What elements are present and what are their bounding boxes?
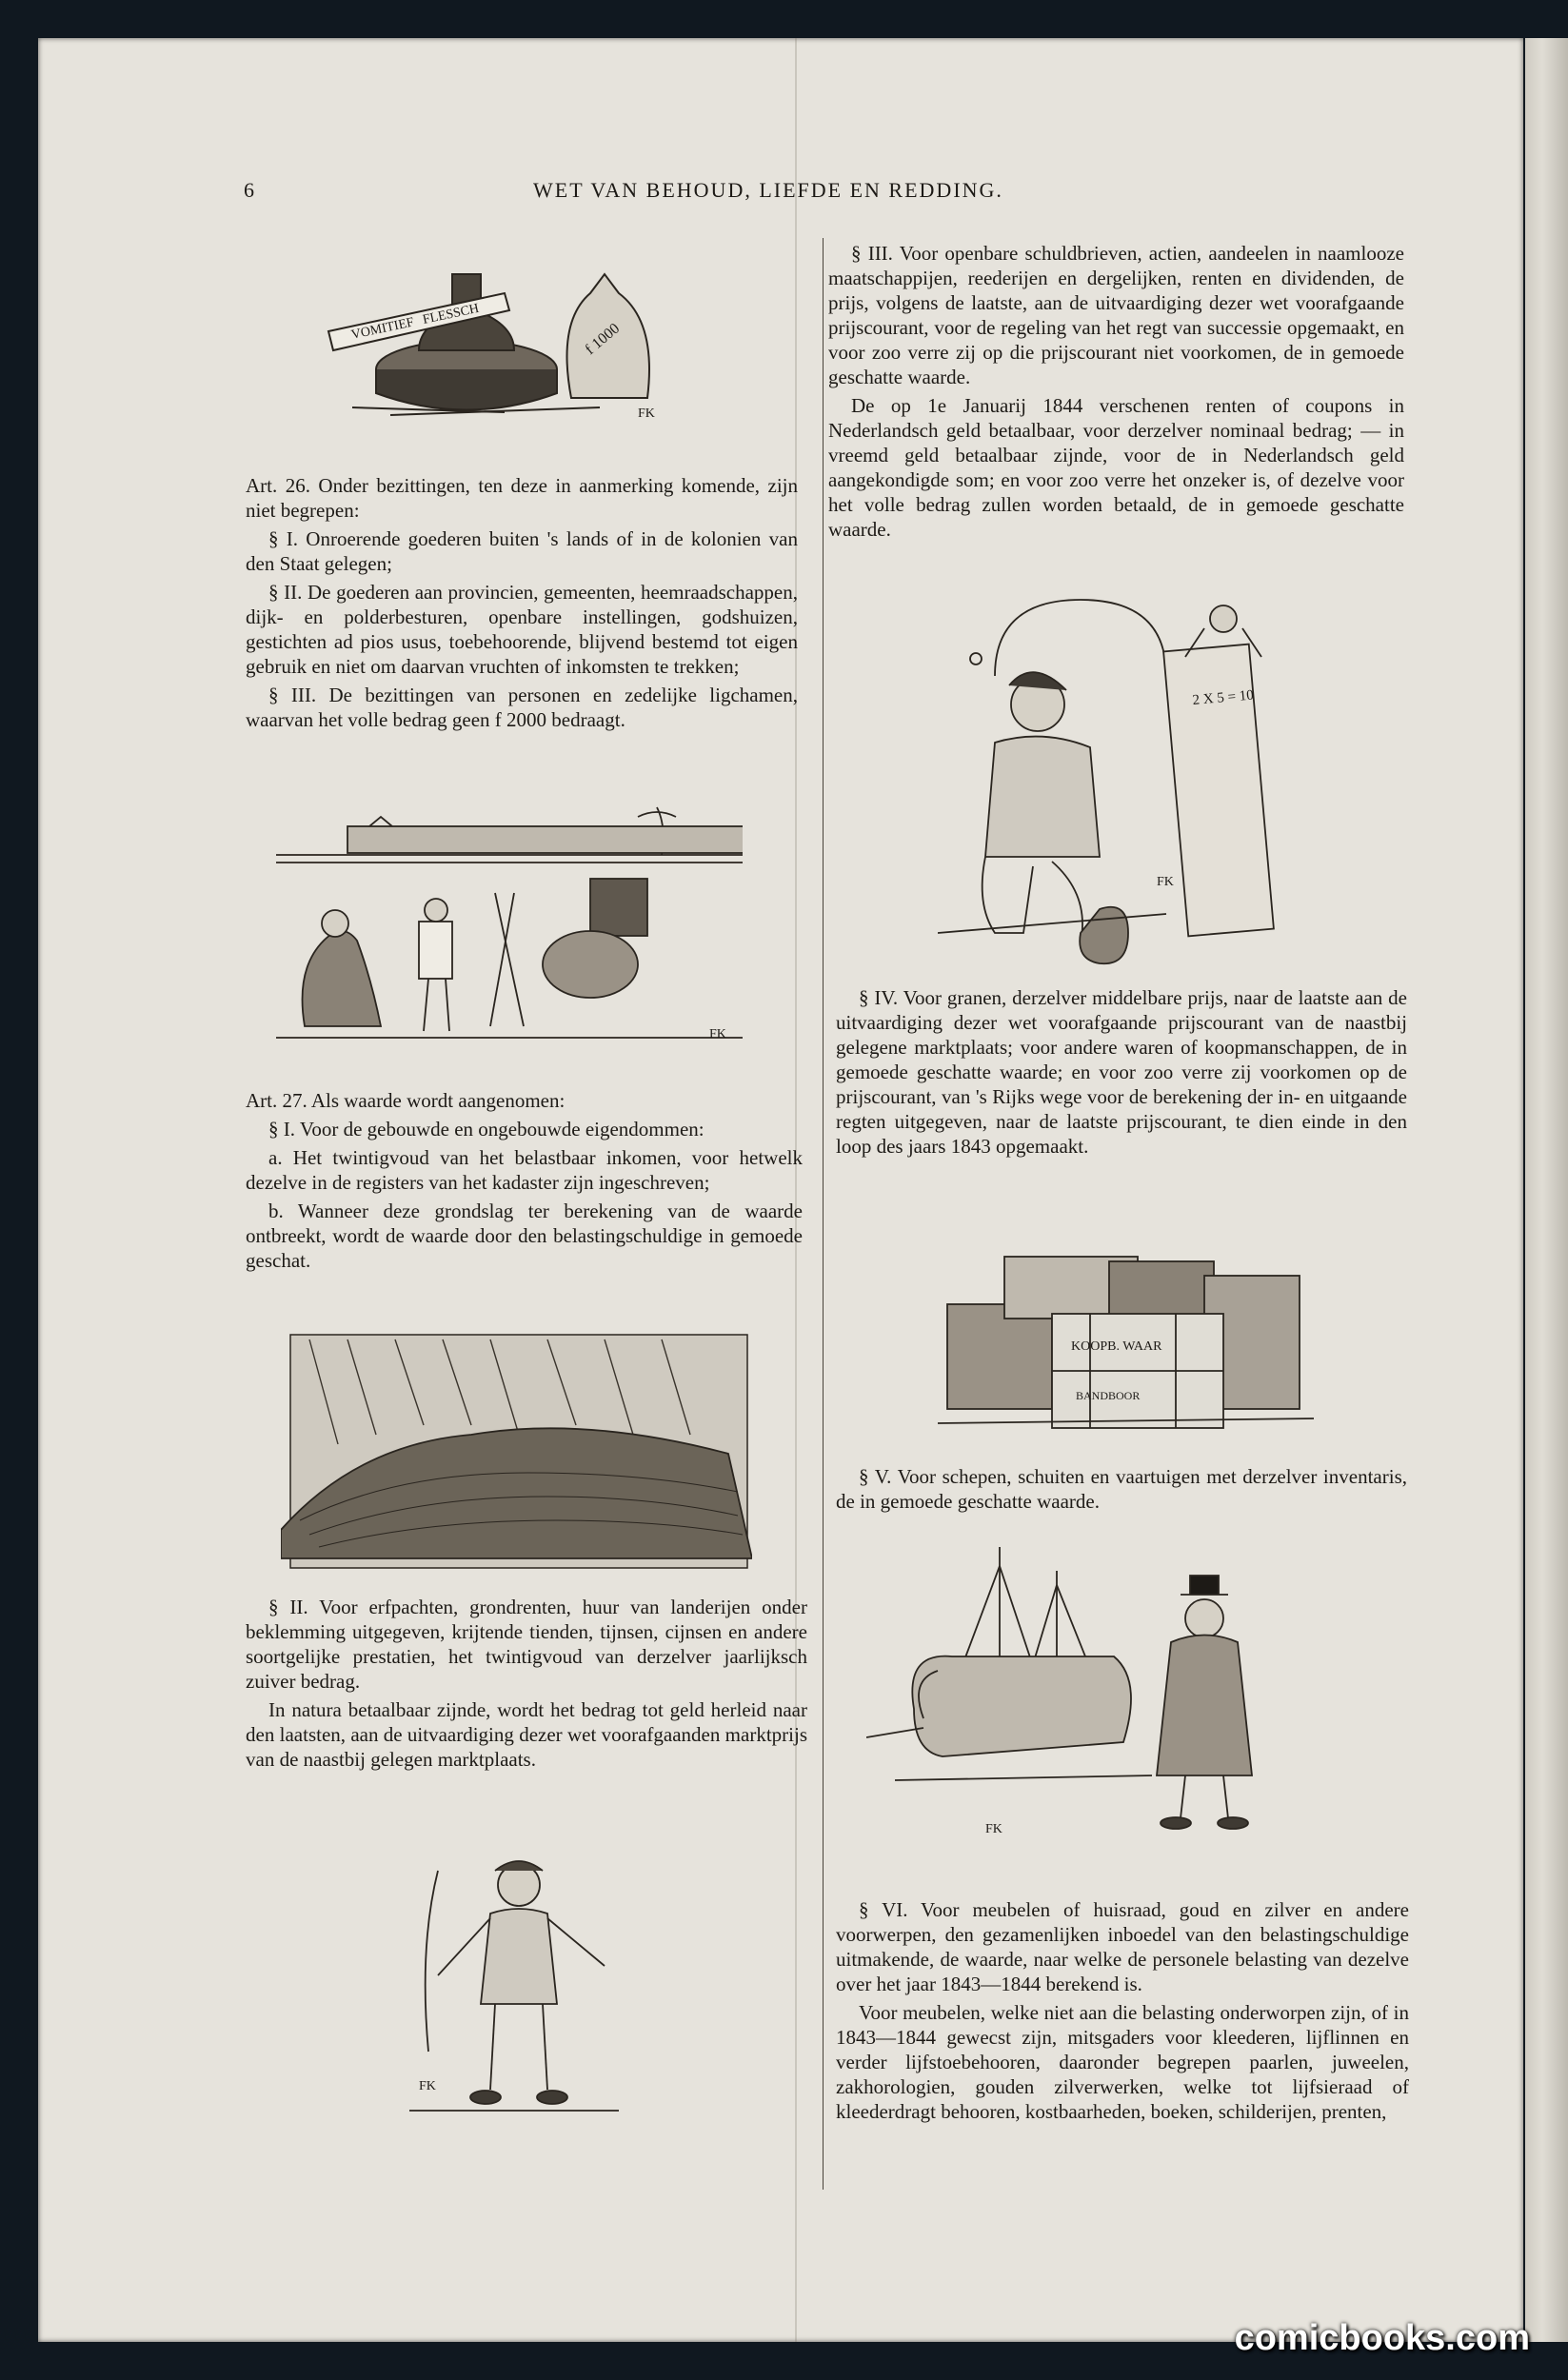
art26-section-3: § III. De bezittingen van personen en zedelijke ligchamen, waarvan het volle bedrag geen f 2000 bedraagt. <box>246 684 798 731</box>
bale-text-2: BANDBOOR <box>1076 1389 1141 1402</box>
illustration-peasant-boy <box>400 1833 628 2118</box>
illustration-storm-field <box>281 1330 752 1577</box>
artist-signature: FK <box>1157 875 1174 889</box>
art26-section-1: § I. Onroerende goederen buiten 's lands of in de kolonien van den Staat gelegen; <box>246 527 798 575</box>
art27-section-1a: a. Het twintigvoud van het belastbaar inkomen, voor hetwelk dezelve in de registers van het kadaster zijn ingeschreven; <box>246 1146 803 1194</box>
art26-text <box>246 473 798 736</box>
next-page-edge <box>1525 38 1568 2342</box>
section-3b: De op 1e Januarij 1844 verschenen renten of coupons in Nederlandsch geld betaalbaar, voor derzelver nominaal bedrag; — in vreemd geld betaalbaar zijnde, voor de in Nederlandsch geld aangekondigde som; en voor zoo verre het onzeker is, of dezelve voor het volle bedrag zullen worden betaald, de in gemoede geschatte waarde. <box>828 394 1404 541</box>
section-3-text <box>828 241 1404 545</box>
section-3: § III. Voor openbare schuldbrieven, actien, aandeelen in naamlooze maatschappijen, reederijen en dergelijken, renten en dividenden, de prijs, volgens de laatste, aan de uitvaardiging dezer wet voorafgaande prijscourant, voor de regeling van het regt van successie opgemaakt, en voor zoo verre zij op die prijscourant niet voorkomen, de in gemoede geschatte waarde. <box>828 242 1404 388</box>
site-watermark: comicbooks.com <box>1234 2318 1530 2358</box>
art27-heading: Art. 27. Als waarde wordt aangenomen: <box>246 1089 566 1112</box>
section-6b: Voor meubelen, welke niet aan die belasting onderworpen zijn, of in 1843—1844 gewecst zijn, mitsgaders voor kleederen, lijflinnen en verder lijfstoebehooren, daaronder begrepen paarlen, juweelen, zakhorologien, gouden zilverwerken, welke tot lijfsieraad of kleederdragt behooren, kostbaarheden, boeken, schilderijen, prenten, <box>836 2001 1409 2123</box>
artist-signature: FK <box>419 2079 436 2093</box>
illustration-bales <box>938 1238 1314 1438</box>
artist-signature: FK <box>985 1822 1002 1836</box>
bale-text-1: KOOPB. WAAR <box>1071 1339 1162 1354</box>
art27-text <box>246 1088 803 1277</box>
art27-section-2-text <box>246 1595 807 1775</box>
section-4-text <box>836 985 1407 1162</box>
sack-label: f 1000 <box>582 320 624 359</box>
artist-signature: FK <box>638 407 655 421</box>
section-5-text <box>836 1464 1407 1517</box>
art27-section-2b: In natura betaalbaar zijnde, wordt het bedrag tot geld herleid naar den laatsten, aan de uitvaardiging dezer wet voorafgaanden marktprijs van de naastbij gelegen marktplaats. <box>246 1698 807 1771</box>
cheese-label-2: FLESSCH <box>421 301 481 327</box>
illustration-ship-merchant <box>866 1537 1285 1842</box>
section-6: § VI. Voor meubelen of huisraad, goud en zilver en andere voorwerpen, den gezamenlijken inboedel van den belastingschuldige uitmakende, de waarde, naar welke de personele belasting van dezelve over het jaar 1843—1844 berekend is. <box>836 1898 1409 1995</box>
column-rule <box>823 238 824 2190</box>
art26-heading: Art. 26. Onder bezittingen, ten deze in aanmerking komende, zijn niet begrepen: <box>246 474 798 522</box>
running-header <box>238 178 1409 207</box>
slate-text: 2 X 5 = 10 <box>1191 687 1255 708</box>
illustration-colonial-scene <box>276 788 743 1043</box>
section-4: § IV. Voor granen, derzelver middelbare prijs, naar de laatste aan de uitvaardiging dezer wet voorafgaande prijscourant van de naastbij gelegene marktplaats; voor andere waren of koopmanschappen, de in gemoede geschatte waarde; en voor zoo verre zij voorkomen op de prijscourant, van 's Rijks wege voor de berekening der in- en uitgaande regten uitgegeven, naar de laatste prijscourant, te dien einde in den loop des jaars 1843 opgemaakt. <box>836 986 1407 1158</box>
page-number: 6 <box>244 178 256 202</box>
illustration-cheese-sack <box>314 255 695 422</box>
art27-section-1: § I. Voor de gebouwde en ongebouwde eigendommen: <box>268 1118 705 1140</box>
cheese-label-1: VOMITIEF <box>349 315 416 343</box>
art27-section-1b: b. Wanneer deze grondslag ter berekening van de waarde ontbreekt, wordt de waarde door den belastingschuldige in gemoede geschat. <box>246 1200 803 1272</box>
section-5: § V. Voor schepen, schuiten en vaartuigen met derzelver inventaris, de in gemoede geschatte waarde. <box>836 1465 1407 1513</box>
art27-section-2: § II. Voor erfpachten, grondrenten, huur van landerijen onder beklemming uitgegeven, krijtende tienden, tijnsen, cijnsen en andere soortgelijke prestatien, het twintigvoud van derzelver jaarlijksch zuiver bedrag. <box>246 1596 807 1693</box>
section-6-text <box>836 1897 1409 2128</box>
running-title: WET VAN BEHOUD, LIEFDE EN REDDING. <box>533 178 1003 202</box>
artist-signature: FK <box>709 1027 726 1041</box>
illustration-sick-man-slate <box>938 590 1290 976</box>
art26-section-2: § II. De goederen aan provincien, gemeenten, heemraadschappen, dijk- en polderbesturen, openbare instellingen, godshuizen, gestichten ad pios usus, toebehoorende, blijvend bestemd tot eigen gebruik en niet om daarvan vruchten of inkomsten te trekken; <box>246 581 798 678</box>
